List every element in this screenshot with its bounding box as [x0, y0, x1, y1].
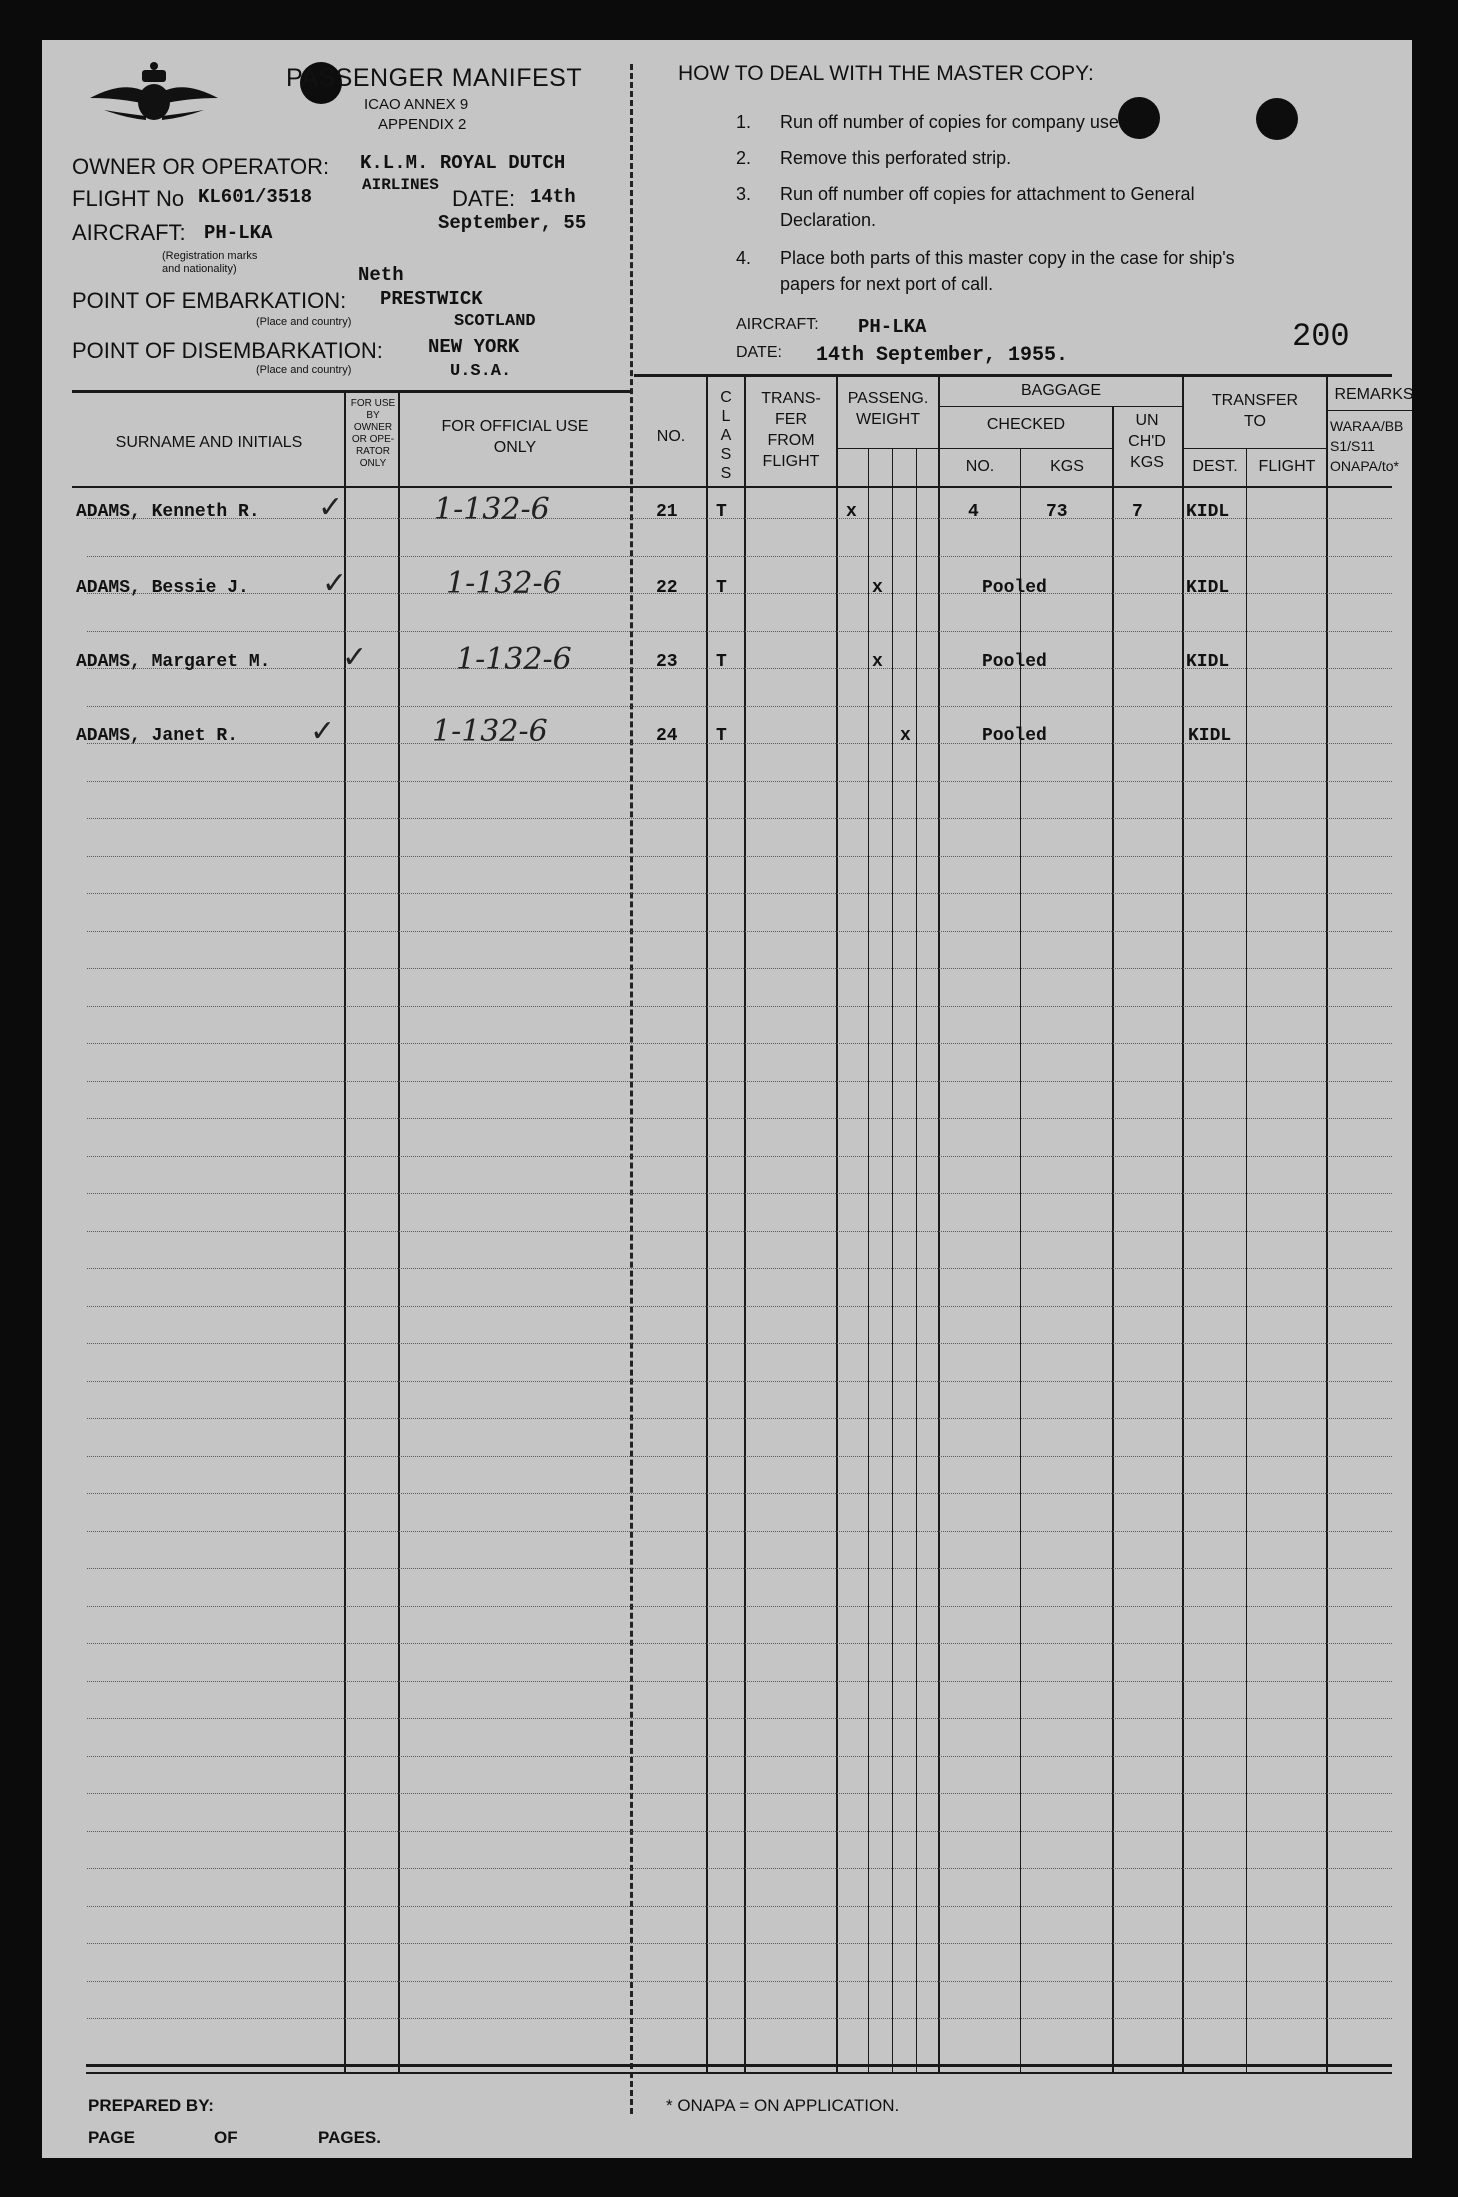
ruled-line	[87, 893, 1392, 894]
checkmark-icon: ✓	[318, 490, 344, 525]
ruled-line	[87, 1906, 1392, 1907]
date-label-right: DATE:	[736, 344, 782, 361]
instructions-title: HOW TO DEAL WITH THE MASTER COPY:	[678, 62, 1094, 85]
instruction-num-2: 2.	[736, 148, 752, 168]
instruction-num-1: 1.	[736, 112, 752, 132]
col-checked: CHECKED	[986, 416, 1066, 433]
unchecked-kgs: 7	[1132, 502, 1143, 522]
baggage-pooled: Pooled	[982, 652, 1047, 672]
date-label: DATE:	[452, 186, 516, 211]
passenger-number: 24	[656, 726, 678, 746]
ruled-line	[87, 1531, 1392, 1532]
disembarkation-value: NEW YORK	[428, 336, 520, 358]
ruled-line	[87, 556, 1392, 557]
weight-mark: x	[846, 502, 857, 522]
ruled-line	[87, 781, 1392, 782]
aircraft-label: AIRCRAFT:	[72, 220, 186, 245]
passenger-class: T	[716, 726, 727, 746]
ruled-line	[87, 1718, 1392, 1719]
col-no: NO.	[656, 428, 686, 445]
col-unchecked: UN CH'D KGS	[1128, 412, 1166, 471]
passenger-class: T	[716, 502, 727, 522]
destination: KIDL	[1188, 726, 1232, 746]
baggage-pooled: Pooled	[982, 726, 1047, 746]
ruled-line	[87, 1193, 1392, 1194]
onapa-note: * ONAPA = ON APPLICATION.	[666, 2096, 900, 2115]
ruled-line	[87, 1568, 1392, 1569]
col-divider	[868, 448, 869, 2072]
baggage-number: 4	[968, 502, 979, 522]
column-header-bottom	[72, 486, 1392, 488]
col-divider	[916, 448, 917, 2072]
flight-value: KL601/3518	[198, 186, 313, 208]
date-value: 14th	[530, 186, 576, 208]
passenger-class: T	[716, 578, 727, 598]
header-divider-right	[634, 374, 1392, 377]
appendix-label: APPENDIX 2	[378, 116, 467, 133]
col-owner-use: FOR USE BY OWNER OR OPE- RATOR ONLY	[350, 398, 396, 469]
instruction-4: Place both parts of this master copy in the case for ship's	[780, 248, 1235, 268]
weight-mark: x	[872, 652, 883, 672]
col-divider	[1112, 406, 1114, 2072]
aircraft-label-right: AIRCRAFT:	[736, 316, 819, 333]
ruled-line	[87, 706, 1392, 707]
registration-note-continued: and nationality)	[162, 263, 237, 275]
ruled-line	[87, 1606, 1392, 1607]
col-transfer-from: TRANS- FER FROM FLIGHT	[761, 390, 821, 470]
passenger-name: ADAMS, Kenneth R.	[76, 502, 260, 522]
ruled-line	[87, 1268, 1392, 1269]
col-flight: FLIGHT	[1258, 458, 1316, 475]
embarkation-value: PRESTWICK	[380, 288, 483, 310]
col-divider	[1020, 448, 1021, 2072]
embarkation-note: (Place and country)	[256, 316, 352, 328]
destination: KIDL	[1186, 652, 1230, 672]
aircraft-value: PH-LKA	[204, 222, 273, 244]
ruled-line	[87, 1306, 1392, 1307]
aircraft-value-right: PH-LKA	[858, 316, 927, 338]
perforation-line	[630, 64, 633, 2114]
ruled-line	[87, 1418, 1392, 1419]
weight-subline	[838, 448, 938, 449]
instruction-num-3: 3.	[736, 184, 752, 204]
instruction-3: Run off number off copies for attachment to General	[780, 184, 1195, 204]
baggage-subline	[940, 406, 1182, 407]
weight-mark: x	[900, 726, 911, 746]
embarkation-label: POINT OF EMBARKATION:	[72, 288, 347, 313]
checkmark-icon: ✓	[342, 640, 368, 675]
table-bottom-rule	[86, 2072, 1392, 2074]
col-transfer-to: TRANSFER TO	[1211, 392, 1299, 430]
passenger-class: T	[716, 652, 727, 672]
destination: KIDL	[1186, 578, 1230, 598]
prepared-by-label: PREPARED BY:	[88, 2096, 214, 2115]
nationality-value: Neth	[358, 264, 404, 286]
col-class: C L A S S	[720, 389, 732, 482]
weight-mark: x	[872, 578, 883, 598]
passenger-name: ADAMS, Margaret M.	[76, 652, 271, 672]
ruled-line	[87, 631, 1392, 632]
ruled-line	[87, 1643, 1392, 1644]
official-code: 1-132-6	[456, 642, 572, 677]
instruction-3-continued: Declaration.	[780, 210, 877, 230]
col-remarks: REMARKS	[1334, 386, 1414, 403]
disembarkation-note: (Place and country)	[256, 364, 352, 376]
date-value-continued: September, 55	[438, 212, 587, 234]
ruled-line	[87, 818, 1392, 819]
ruled-line	[87, 1493, 1392, 1494]
owner-label: OWNER OR OPERATOR:	[72, 154, 330, 179]
passenger-number: 23	[656, 652, 678, 672]
official-code: 1-132-6	[432, 714, 548, 749]
baggage-kgs: 73	[1046, 502, 1068, 522]
col-divider	[398, 392, 400, 2072]
col-surname: SURNAME AND INITIALS	[115, 434, 303, 451]
ruled-line	[87, 1756, 1392, 1757]
checkmark-icon: ✓	[310, 714, 336, 749]
col-divider	[892, 448, 893, 2072]
form-title: PASSENGER MANIFEST	[286, 64, 583, 92]
header-divider-left	[72, 390, 630, 393]
of-label: OF	[214, 2128, 238, 2147]
manifest-page	[42, 40, 1412, 2158]
col-bag-no: NO.	[965, 458, 995, 475]
ruled-line	[87, 1981, 1392, 1982]
ruled-line	[87, 968, 1392, 969]
ruled-line	[87, 1081, 1392, 1082]
official-code: 1-132-6	[446, 566, 562, 601]
flight-label: FLIGHT No	[72, 186, 185, 211]
col-dest: DEST.	[1192, 458, 1238, 475]
col-bag-kgs: KGS	[1050, 458, 1084, 475]
checked-subline	[940, 448, 1112, 449]
ruled-line	[87, 856, 1392, 857]
remarks-subline	[1328, 410, 1412, 411]
instruction-2: Remove this perforated strip.	[780, 148, 1012, 168]
ruled-line	[87, 1118, 1392, 1119]
page-number: 200	[1292, 318, 1350, 355]
punch-hole	[1118, 97, 1160, 139]
ruled-line	[87, 1868, 1392, 1869]
ruled-line	[87, 1231, 1392, 1232]
official-code: 1-132-6	[434, 492, 550, 527]
table-bottom-rule	[86, 2064, 1392, 2067]
ruled-line	[87, 1156, 1392, 1157]
instruction-num-4: 4.	[736, 248, 752, 268]
owner-value: K.L.M. ROYAL DUTCH	[360, 152, 566, 174]
destination: KIDL	[1186, 502, 1230, 522]
embarkation-country: SCOTLAND	[454, 312, 536, 331]
klm-crown-logo-icon	[84, 58, 224, 130]
ruled-line	[87, 1456, 1392, 1457]
checkmark-icon: ✓	[322, 566, 348, 601]
baggage-pooled: Pooled	[982, 578, 1047, 598]
ruled-line	[87, 1831, 1392, 1832]
ruled-line	[87, 1381, 1392, 1382]
col-baggage: BAGGAGE	[1020, 382, 1102, 399]
passenger-name: ADAMS, Bessie J.	[76, 578, 249, 598]
disembarkation-country: U.S.A.	[450, 362, 512, 381]
instruction-1: Run off number of copies for company use.	[780, 112, 1124, 132]
ruled-line	[87, 2018, 1392, 2019]
page-label: PAGE	[88, 2128, 135, 2147]
date-value-right: 14th September, 1955.	[816, 344, 1069, 367]
owner-value-continued: AIRLINES	[362, 176, 439, 194]
passenger-name: ADAMS, Janet R.	[76, 726, 239, 746]
passenger-number: 21	[656, 502, 678, 522]
transfer-subline	[1184, 448, 1326, 449]
ruled-line	[87, 1681, 1392, 1682]
ruled-line	[87, 1043, 1392, 1044]
ruled-line	[87, 1343, 1392, 1344]
ruled-line	[87, 1006, 1392, 1007]
col-remarks-note: WARAA/BB S1/S11 ONAPA/to*	[1330, 418, 1404, 474]
pages-label: PAGES.	[318, 2128, 381, 2147]
ruled-line	[87, 1943, 1392, 1944]
col-divider	[1246, 448, 1247, 2072]
disembarkation-label: POINT OF DISEMBARKATION:	[72, 338, 383, 363]
punch-hole	[1256, 98, 1298, 140]
passenger-number: 22	[656, 578, 678, 598]
registration-note: (Registration marks	[162, 250, 258, 262]
annex-label: ICAO ANNEX 9	[364, 96, 469, 113]
ruled-line	[87, 931, 1392, 932]
instruction-4-continued: papers for next port of call.	[780, 274, 994, 294]
col-weight: PASSENG. WEIGHT	[847, 390, 929, 428]
col-official: FOR OFFICIAL USE ONLY	[441, 418, 589, 456]
ruled-line	[87, 1793, 1392, 1794]
